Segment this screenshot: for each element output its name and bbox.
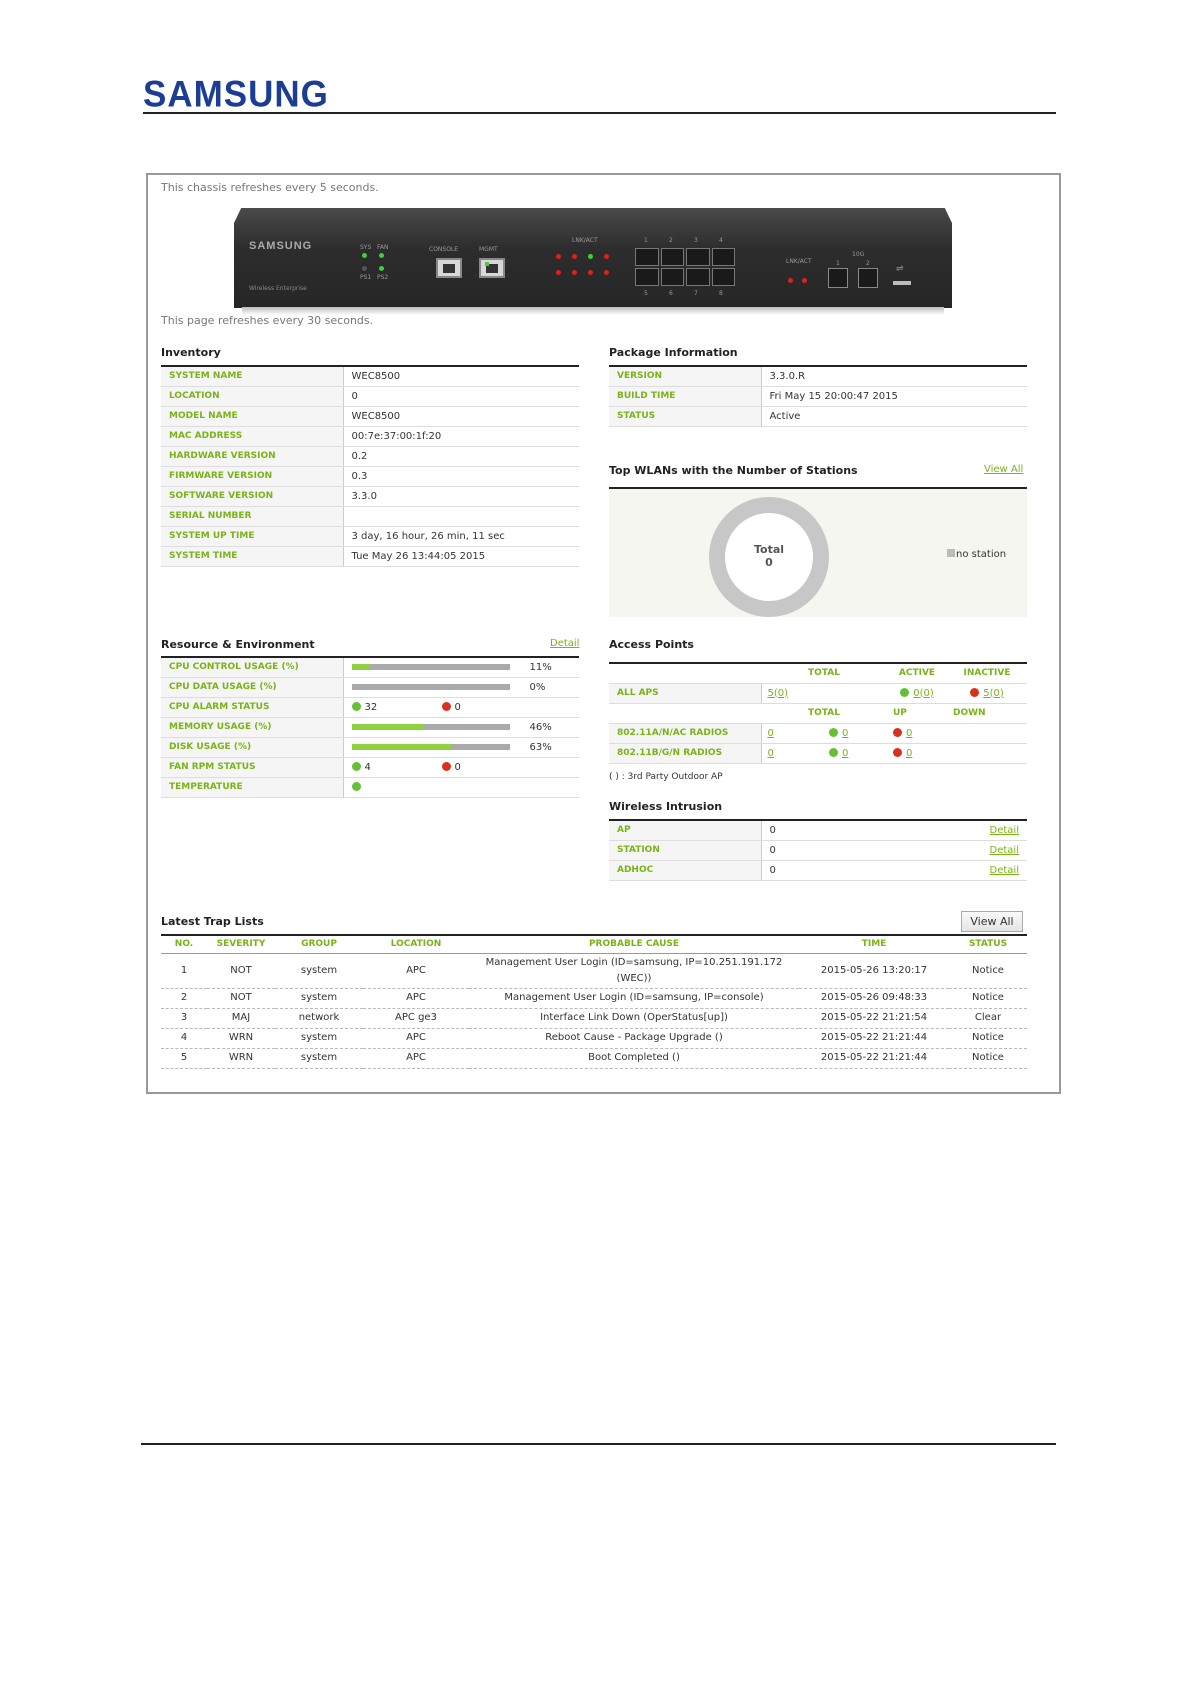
table-row (609, 723, 1027, 743)
chassis-image (234, 208, 952, 315)
package-key: VERSION (609, 366, 761, 386)
table-row (161, 697, 579, 717)
cpu-alarm-ok: 32 (364, 701, 378, 713)
table-row (609, 840, 1027, 860)
up-status-icon (829, 728, 838, 737)
table-row (161, 1048, 1027, 1068)
wlans-title: Top WLANs with the Number of Stations (609, 464, 858, 477)
table-row (161, 657, 579, 677)
inventory-value: WEC8500 (343, 366, 579, 386)
intrusion-table (609, 819, 1027, 881)
table-row (161, 737, 579, 757)
inventory-key: HARDWARE VERSION (161, 446, 343, 466)
up-status-icon (829, 748, 838, 757)
col-severity: SEVERITY (207, 935, 275, 953)
package-key: STATUS (609, 406, 761, 426)
port-num: 4 (719, 237, 723, 244)
sfp-led (788, 278, 793, 283)
table-row (609, 743, 1027, 763)
sfp-port (828, 268, 848, 288)
resource-key: TEMPERATURE (161, 777, 343, 797)
label-console: CONSOLE (429, 246, 459, 253)
cpu-data-value: 0% (529, 681, 546, 693)
donut-value: 0 (765, 556, 773, 569)
all-aps-inactive-link[interactable]: 5(0) (983, 687, 1004, 699)
trap-group: system (275, 1028, 363, 1048)
port (661, 248, 685, 266)
label-fan: FAN (377, 244, 389, 251)
trap-status: Notice (949, 1048, 1027, 1068)
down-status-icon (893, 748, 902, 757)
intrusion-key: ADHOC (609, 860, 761, 880)
trap-group: system (275, 1048, 363, 1068)
intrusion-key: AP (609, 820, 761, 840)
port-led (588, 254, 593, 259)
third-party-note: ( ) : 3rd Party Outdoor AP (609, 772, 723, 782)
inventory-value: 0.2 (343, 446, 579, 466)
cpu-control-bar-fill (352, 664, 369, 670)
table-row (161, 526, 579, 546)
memory-bar (352, 724, 510, 730)
table-row (161, 446, 579, 466)
intrusion-value: 0 (761, 820, 967, 840)
table-row (609, 406, 1027, 426)
dashboard-frame (146, 173, 1061, 1094)
trap-location: APC (363, 988, 469, 1008)
access-points-table (609, 662, 1027, 764)
intrusion-ap-detail-link[interactable]: Detail (989, 824, 1019, 836)
ps2-led (379, 266, 384, 271)
trap-location: APC (363, 1048, 469, 1068)
port (712, 268, 736, 286)
sfp-num: 2 (866, 260, 870, 267)
trap-time: 2015-05-26 13:20:17 (799, 953, 949, 988)
chassis-refresh-note: This chassis refreshes every 5 seconds. (161, 181, 379, 194)
radio-bgn-down-link[interactable]: 0 (906, 747, 913, 759)
fan-ok: 4 (364, 761, 371, 773)
inventory-key: SYSTEM UP TIME (161, 526, 343, 546)
trap-no: 3 (161, 1008, 207, 1028)
page-refresh-note: This page refreshes every 30 seconds. (161, 314, 374, 327)
trap-location: APC ge3 (363, 1008, 469, 1028)
port-num: 7 (694, 290, 698, 297)
stations-donut (709, 497, 829, 617)
inventory-key: SYSTEM NAME (161, 366, 343, 386)
table-row (609, 683, 1027, 703)
trap-severity: NOT (207, 953, 275, 988)
usb-port (893, 281, 911, 285)
inventory-key: FIRMWARE VERSION (161, 466, 343, 486)
temperature-status-icon (352, 782, 361, 791)
port-led (572, 270, 577, 275)
sys-led (362, 253, 367, 258)
active-status-icon (900, 688, 909, 697)
col-location: LOCATION (363, 935, 469, 953)
trap-location: APC (363, 1028, 469, 1048)
label-mgmt: MGMT (479, 246, 498, 253)
inventory-key: SYSTEM TIME (161, 546, 343, 566)
alarm-status-icon (442, 762, 451, 771)
label-sys: SYS (360, 244, 372, 251)
ap-key: 802.11A/N/AC RADIOS (609, 723, 761, 743)
resource-key: CPU CONTROL USAGE (%) (161, 657, 343, 677)
cpu-data-bar (352, 684, 510, 690)
traps-table (161, 934, 1027, 1069)
trap-no: 1 (161, 953, 207, 988)
resource-detail-link[interactable]: Detail (550, 638, 580, 649)
table-row (609, 663, 1027, 683)
samsung-logo: SAMSUNG (143, 74, 329, 115)
trap-severity: WRN (207, 1048, 275, 1068)
table-row (609, 366, 1027, 386)
port-led (556, 254, 561, 259)
port (712, 248, 736, 266)
port-led (556, 270, 561, 275)
table-row (161, 546, 579, 566)
radio-head-up: UP (887, 703, 947, 723)
table-row (161, 486, 579, 506)
chassis-subbrand: Wireless Enterprise (249, 285, 307, 292)
ethernet-ports (635, 248, 735, 286)
table-row (161, 988, 1027, 1008)
package-value: Active (761, 406, 1027, 426)
ap-head-total: TOTAL (761, 663, 887, 683)
port (686, 268, 710, 286)
table-row (161, 1028, 1027, 1048)
table-row (161, 777, 579, 797)
trap-status: Notice (949, 988, 1027, 1008)
label-ps1: PS1 (360, 274, 372, 281)
mgmt-port (479, 258, 505, 278)
ok-status-icon (352, 702, 361, 711)
inventory-key: SERIAL NUMBER (161, 506, 343, 526)
table-row (161, 426, 579, 446)
trap-no: 4 (161, 1028, 207, 1048)
inventory-value: 3.3.0 (343, 486, 579, 506)
table-header-row (161, 935, 1027, 953)
memory-value: 46% (529, 721, 552, 733)
radio-head-down: DOWN (947, 703, 1027, 723)
trap-group: network (275, 1008, 363, 1028)
resource-key: CPU DATA USAGE (%) (161, 677, 343, 697)
table-row (161, 466, 579, 486)
table-row (609, 703, 1027, 723)
label-lnk-act-10g: LNK/ACT (786, 258, 812, 265)
col-time: TIME (799, 935, 949, 953)
table-row (161, 506, 579, 526)
ok-status-icon (352, 762, 361, 771)
inventory-value (343, 506, 579, 526)
table-row (609, 820, 1027, 840)
fan-alarm: 0 (454, 761, 461, 773)
inventory-title: Inventory (161, 346, 221, 359)
label-10g: 10G (852, 251, 865, 258)
ap-key: 802.11B/G/N RADIOS (609, 743, 761, 763)
all-aps-total-link[interactable]: 5(0) (767, 687, 789, 699)
table-row (161, 386, 579, 406)
intrusion-adhoc-detail-link[interactable]: Detail (989, 864, 1019, 876)
resource-key: FAN RPM STATUS (161, 757, 343, 777)
page-header (143, 74, 1056, 115)
inventory-value: 0.3 (343, 466, 579, 486)
traps-title: Latest Trap Lists (161, 915, 264, 928)
usb-icon: ⇌ (896, 264, 904, 274)
radio-bgn-up-link[interactable]: 0 (842, 747, 849, 759)
ap-head-active: ACTIVE (887, 663, 947, 683)
port (635, 248, 659, 266)
trap-cause: Management User Login (ID=samsung, IP=console) (469, 988, 799, 1008)
radio-head-total: TOTAL (761, 703, 887, 723)
trap-cause: Interface Link Down (OperStatus[up]) (469, 1008, 799, 1028)
disk-value: 63% (529, 741, 552, 753)
intrusion-station-detail-link[interactable]: Detail (989, 844, 1019, 856)
trap-no: 5 (161, 1048, 207, 1068)
radio-bgn-total-link[interactable]: 0 (767, 747, 774, 759)
port (635, 268, 659, 286)
inventory-key: MODEL NAME (161, 406, 343, 426)
trap-group: system (275, 953, 363, 988)
resource-key: MEMORY USAGE (%) (161, 717, 343, 737)
trap-severity: MAJ (207, 1008, 275, 1028)
trap-cause: Boot Completed () (469, 1048, 799, 1068)
package-title: Package Information (609, 346, 738, 359)
trap-location: APC (363, 953, 469, 988)
table-row (161, 677, 579, 697)
resource-key: CPU ALARM STATUS (161, 697, 343, 717)
col-group: GROUP (275, 935, 363, 953)
chassis-brand: SAMSUNG (249, 240, 313, 252)
table-row (609, 386, 1027, 406)
trap-severity: NOT (207, 988, 275, 1008)
trap-group: system (275, 988, 363, 1008)
legend-swatch (947, 549, 955, 557)
port-num: 2 (669, 237, 673, 244)
cpu-control-bar (352, 664, 510, 670)
label-ps2: PS2 (377, 274, 389, 281)
inventory-table (161, 365, 579, 567)
radio-ac-total-link[interactable]: 0 (767, 727, 774, 739)
package-value: 3.3.0.R (761, 366, 1027, 386)
ps1-led (362, 266, 367, 271)
label-lnk-act: LNK/ACT (572, 237, 598, 244)
ap-key: ALL APS (609, 683, 761, 703)
resource-title: Resource & Environment (161, 638, 315, 651)
legend-label: no station (956, 549, 1007, 560)
port-num: 3 (694, 237, 698, 244)
port-num: 5 (644, 290, 648, 297)
port-num: 8 (719, 290, 723, 297)
table-row (161, 366, 579, 386)
resource-table (161, 656, 579, 798)
col-probable-cause: PROBABLE CAUSE (469, 935, 799, 953)
fan-led (379, 253, 384, 258)
donut-label: Total (753, 543, 785, 556)
inventory-value: WEC8500 (343, 406, 579, 426)
chassis-body (234, 208, 952, 308)
cpu-control-value: 11% (529, 661, 552, 673)
traps-view-all-button[interactable]: View All (961, 911, 1023, 932)
intrusion-value: 0 (761, 860, 967, 880)
intrusion-key: STATION (609, 840, 761, 860)
table-row (161, 406, 579, 426)
port-led (572, 254, 577, 259)
table-row (161, 1008, 1027, 1028)
port-led (604, 270, 609, 275)
alarm-status-icon (442, 702, 451, 711)
package-key: BUILD TIME (609, 386, 761, 406)
inactive-status-icon (970, 688, 979, 697)
wlans-view-all-link[interactable]: View All (984, 464, 1024, 475)
inventory-key: SOFTWARE VERSION (161, 486, 343, 506)
port-num: 6 (669, 290, 673, 297)
col-no: NO. (161, 935, 207, 953)
wlans-chart (609, 487, 1027, 617)
cpu-alarm-count: 0 (454, 701, 461, 713)
page-footer (141, 1443, 1056, 1445)
resource-key: DISK USAGE (%) (161, 737, 343, 757)
inventory-key: LOCATION (161, 386, 343, 406)
ap-head-inactive: INACTIVE (947, 663, 1027, 683)
trap-cause: Management User Login (ID=samsung, IP=10.251.191.172 (WEC)) (469, 953, 799, 988)
wlans-legend (947, 549, 1006, 560)
table-row (609, 860, 1027, 880)
port (686, 248, 710, 266)
inventory-key: MAC ADDRESS (161, 426, 343, 446)
package-value: Fri May 15 20:00:47 2015 (761, 386, 1027, 406)
all-aps-active-link[interactable]: 0(0) (913, 687, 934, 699)
trap-status: Notice (949, 953, 1027, 988)
table-row (161, 717, 579, 737)
console-port (436, 258, 462, 278)
col-status: STATUS (949, 935, 1027, 953)
trap-status: Notice (949, 1028, 1027, 1048)
sfp-led (802, 278, 807, 283)
radio-ac-down-link[interactable]: 0 (906, 727, 913, 739)
trap-severity: WRN (207, 1028, 275, 1048)
access-points-title: Access Points (609, 638, 694, 651)
package-table (609, 365, 1027, 427)
sfp-port (858, 268, 878, 288)
trap-status: Clear (949, 1008, 1027, 1028)
radio-ac-up-link[interactable]: 0 (842, 727, 849, 739)
port-led (588, 270, 593, 275)
intrusion-title: Wireless Intrusion (609, 800, 723, 813)
inventory-value: 00:7e:37:00:1f:20 (343, 426, 579, 446)
trap-cause: Reboot Cause - Package Upgrade () (469, 1028, 799, 1048)
memory-bar-fill (352, 724, 425, 730)
disk-bar-fill (352, 744, 452, 750)
table-row (161, 757, 579, 777)
intrusion-value: 0 (761, 840, 967, 860)
port-num: 1 (644, 237, 648, 244)
trap-time: 2015-05-22 21:21:54 (799, 1008, 949, 1028)
trap-time: 2015-05-22 21:21:44 (799, 1048, 949, 1068)
trap-no: 2 (161, 988, 207, 1008)
inventory-value: Tue May 26 13:44:05 2015 (343, 546, 579, 566)
down-status-icon (893, 728, 902, 737)
table-row (161, 953, 1027, 988)
port (661, 268, 685, 286)
trap-time: 2015-05-22 21:21:44 (799, 1028, 949, 1048)
sfp-num: 1 (836, 260, 840, 267)
trap-time: 2015-05-26 09:48:33 (799, 988, 949, 1008)
disk-bar (352, 744, 510, 750)
inventory-value: 3 day, 16 hour, 26 min, 11 sec (343, 526, 579, 546)
port-led (604, 254, 609, 259)
inventory-value: 0 (343, 386, 579, 406)
